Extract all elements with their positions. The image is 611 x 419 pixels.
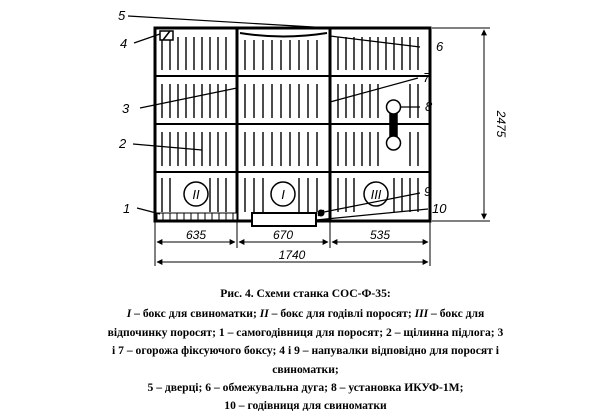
caption-line-3: і 7 – огорожа фіксуючого боксу; 4 і 9 – напувалки відповідно для поросят і (112, 344, 499, 358)
caption-title: Рис. 4. Схеми станка СОС-Ф-35: (220, 287, 391, 300)
callout-3: 3 (122, 101, 130, 116)
dimension-635: 635 (185, 228, 207, 242)
caption-text: – бокс для (428, 307, 485, 321)
limiting-arc (240, 33, 327, 37)
dimension-1740: 1740 (278, 248, 306, 262)
box-numeral-2: II (192, 187, 200, 202)
box-numeral-3: III (370, 187, 382, 202)
figure-caption (4, 285, 607, 416)
caption-box-numeral: I (126, 307, 132, 321)
caption-line-6: 10 – годівниця для свиноматки (224, 399, 387, 413)
callout-4: 4 (120, 36, 128, 51)
caption-text: – бокс для годівлі поросят; (268, 307, 415, 321)
callout-7: 7 (423, 70, 431, 85)
caption-line-5: 5 – дверці; 6 – обмежувальна дуга; 8 – установка ИКУФ-1М; (147, 381, 464, 395)
callout-9: 9 (424, 184, 432, 199)
piglet-feeder (157, 213, 237, 220)
caption-box-numeral: III (414, 307, 429, 321)
callout-5: 5 (118, 8, 126, 23)
callout-10: 10 (432, 201, 447, 216)
dimension-535: 535 (369, 228, 391, 242)
callout-2: 2 (119, 136, 127, 151)
callout-6: 6 (436, 39, 444, 54)
callout-1: 1 (123, 201, 131, 216)
caption-line-1 (4, 305, 607, 323)
caption-text: – бокс для свиноматки; (131, 307, 260, 321)
callout-8: 8 (425, 99, 433, 114)
sow-drinker-icon (318, 210, 325, 217)
piglet-drinker-icon (160, 31, 173, 40)
box-markers (184, 182, 388, 206)
sow-feeder (252, 213, 316, 226)
caption-line-2: відпочинку поросят; 1 – самогодівниця для поросят; 2 – щілинна підлога; 3 (107, 325, 504, 339)
caption-box-numeral: II (259, 307, 269, 321)
dimension-2475: 2475 (494, 110, 508, 138)
box-numeral-1: I (281, 187, 285, 202)
caption-line-4: свиноматки; (272, 362, 339, 376)
dimension-670: 670 (272, 228, 294, 242)
